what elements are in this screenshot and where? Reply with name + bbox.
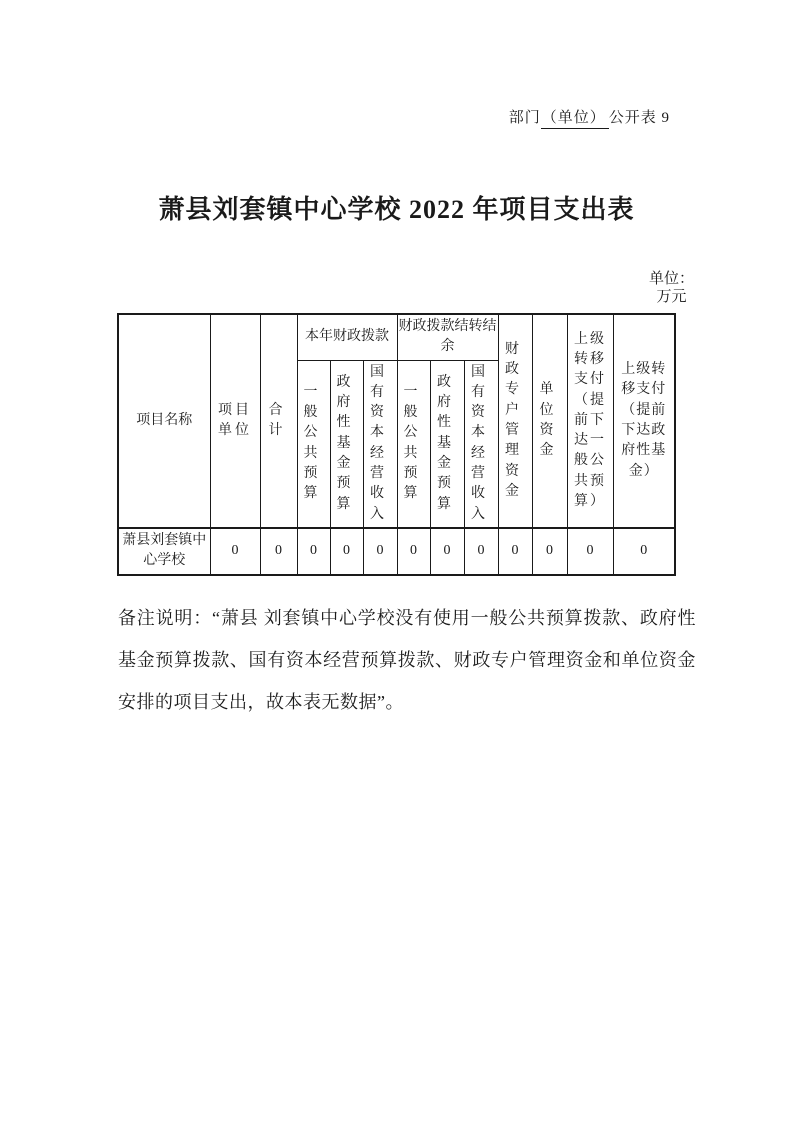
unit-label	[0, 270, 793, 306]
header-group-carryover: 财政拨款结转结余	[397, 314, 498, 360]
doc-label	[0, 0, 793, 129]
table-row	[118, 528, 675, 575]
page-title: 萧县刘套镇中心学校 2022 年项目支出表	[158, 195, 635, 224]
header-sub-column: 一般公共预算	[297, 360, 330, 528]
header-project-name: 项目名称	[118, 314, 210, 528]
header-unit-funds: 单位资金	[532, 314, 567, 528]
note-text: 备注说明：“萧县 刘套镇中心学校没有使用一般公共预算拨款、政府性基金预算拨款、国有资本经营预算拨款、财政专户管理资金和单位资金安排的项目支出，故本表无数据”。	[118, 607, 696, 712]
header-project-unit: 项目单位	[210, 314, 260, 528]
doc-label-prefix: 部门	[508, 110, 541, 126]
value-cell: 0	[260, 528, 297, 575]
header-transfer-general-budget: 上级转移支付（提前下达一般公共预算）	[567, 314, 613, 528]
unit-label-line1: 单位：	[648, 271, 694, 287]
header-sub-column: 政府性基金预算	[430, 360, 464, 528]
value-cell: 0	[210, 528, 260, 575]
header-sub-column: 政府性基金预算	[330, 360, 363, 528]
header-group-current-year: 本年财政拨款	[297, 314, 397, 360]
header-sub-column: 一般公共预算	[397, 360, 430, 528]
value-cell: 0	[397, 528, 430, 575]
value-cell: 0	[297, 528, 330, 575]
value-cell: 0	[567, 528, 613, 575]
value-cell: 0	[363, 528, 397, 575]
value-cell: 0	[498, 528, 532, 575]
header-sub-column: 国有资本经营收入	[464, 360, 498, 528]
value-cell: 0	[613, 528, 675, 575]
value-cell: 0	[532, 528, 567, 575]
doc-label-suffix: 公开表 9	[608, 110, 670, 126]
value-cell: 0	[464, 528, 498, 575]
header-sub-column: 国有资本经营收入	[363, 360, 397, 528]
doc-label-underlined: （单位）	[541, 106, 609, 129]
header-fiscal-special-account: 财政专户管理资金	[498, 314, 532, 528]
value-cell: 0	[330, 528, 363, 575]
header-transfer-gov-fund: 上级转移支付（提前下达政府性基金）	[613, 314, 675, 528]
value-cell: 0	[430, 528, 464, 575]
header-total: 合计	[260, 314, 297, 528]
project-expenditure-table	[117, 313, 676, 576]
unit-label-line2: 万元	[656, 289, 687, 305]
row-name-cell: 萧县刘套镇中心学校	[118, 528, 210, 575]
